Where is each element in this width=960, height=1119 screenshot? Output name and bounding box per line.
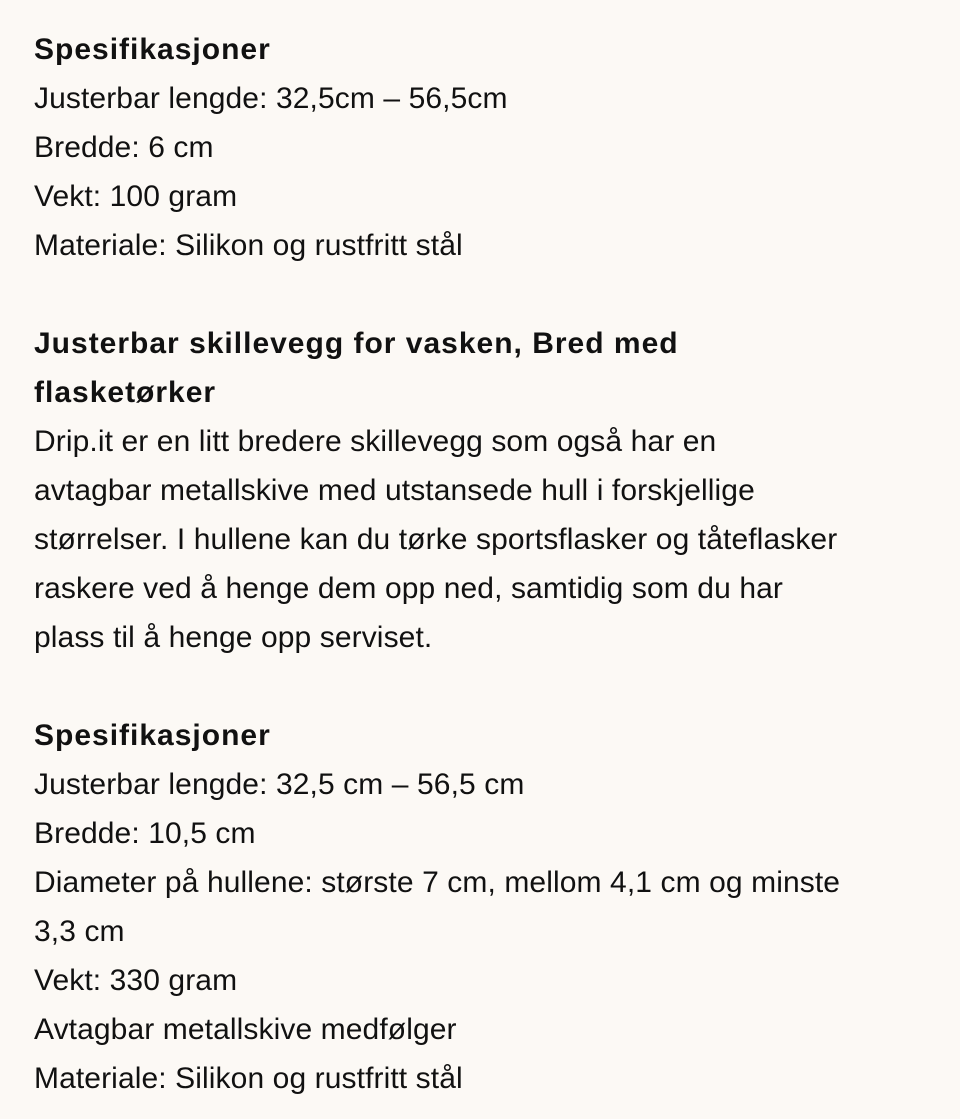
spec-line: Bredde: 10,5 cm: [34, 817, 256, 850]
spec-line: Materiale: Silikon og rustfritt stål: [34, 1062, 463, 1095]
product-body-line: Drip.it er en litt bredere skillevegg som også har en: [34, 425, 717, 458]
spec-section-1: [34, 25, 934, 270]
spec-line: Vekt: 100 gram: [34, 180, 238, 213]
section-spacer: [34, 662, 934, 711]
product-section: [34, 319, 934, 662]
spec-line: Materiale: Silikon og rustfritt stål: [34, 229, 463, 262]
section-heading: Spesifikasjoner: [34, 33, 271, 66]
product-body-line: plass til å henge opp serviset.: [34, 621, 433, 654]
spec-line: Justerbar lengde: 32,5 cm – 56,5 cm: [34, 768, 525, 801]
spec-line: 3,3 cm: [34, 915, 125, 948]
spec-line: Avtagbar metallskive medfølger: [34, 1013, 457, 1046]
spec-line: Justerbar lengde: 32,5cm – 56,5cm: [34, 82, 508, 115]
product-heading-line: flasketørker: [34, 376, 217, 409]
section-heading: Spesifikasjoner: [34, 719, 271, 752]
product-heading-line: Justerbar skillevegg for vasken, Bred med: [34, 327, 679, 360]
product-body-line: avtagbar metallskive med utstansede hull i forskjellige: [34, 474, 755, 507]
product-body-line: størrelser. I hullene kan du tørke sportsflasker og tåteflasker: [34, 523, 838, 556]
product-body-line: raskere ved å henge dem opp ned, samtidig som du har: [34, 572, 783, 605]
section-spacer: [34, 270, 934, 319]
spec-line: Bredde: 6 cm: [34, 131, 214, 164]
spec-line: Diameter på hullene: største 7 cm, mellom 4,1 cm og minste: [34, 866, 841, 899]
spec-section-2: [34, 711, 934, 1103]
product-description: [34, 25, 934, 1103]
spec-line: Vekt: 330 gram: [34, 964, 238, 997]
